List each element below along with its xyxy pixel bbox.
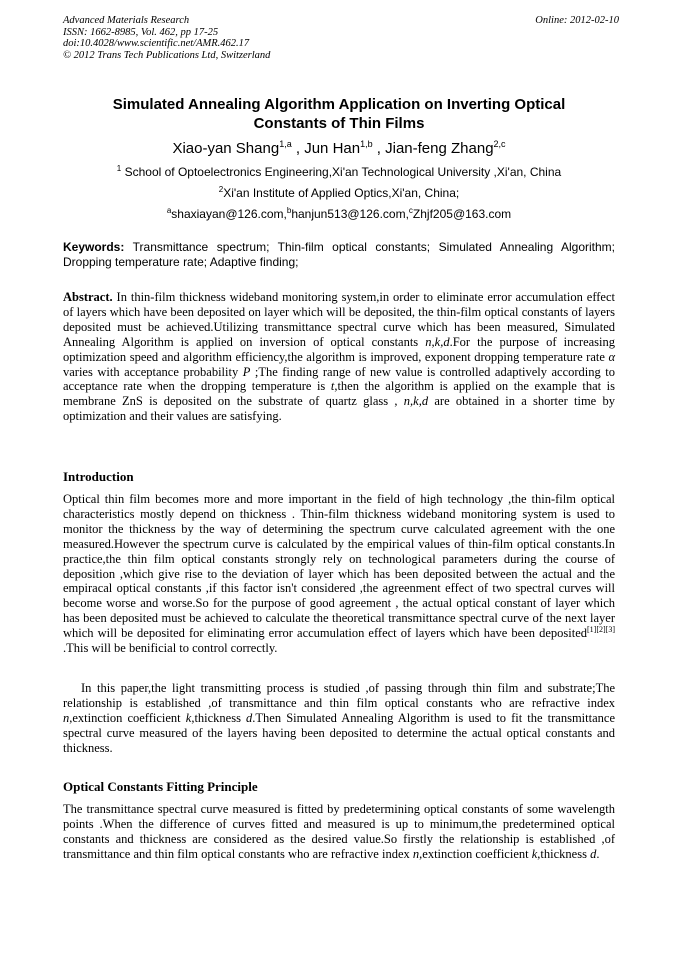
author-2-sup: 1,b xyxy=(360,139,373,149)
affiliation-2-sup: 2 xyxy=(218,185,224,194)
abstract-var: P xyxy=(242,364,251,379)
author-sep: , xyxy=(372,140,386,157)
intro-var: k xyxy=(185,710,192,725)
intro-text: .Then Simulated Annealing Algorithm is used to fit the transmittance spectral curve measured of the layers having been deposited to determine the actual optical constants and thickness. xyxy=(63,710,615,755)
journal-copyright: © 2012 Trans Tech Publications Ltd, Switzerland xyxy=(63,49,271,61)
email-c-sup: c xyxy=(408,206,413,215)
title-line-1: Simulated Annealing Algorithm Application on Inverting Optical xyxy=(112,96,566,113)
paper-title xyxy=(63,95,615,133)
journal-issn: ISSN: 1662-8985, Vol. 462, pp 17-25 xyxy=(63,26,219,38)
author-1-sup: 1,a xyxy=(279,139,292,149)
ocf-var: n xyxy=(412,846,420,861)
journal-doi: doi:10.4028/www.scientific.net/AMR.462.17 xyxy=(63,38,250,49)
author-list xyxy=(63,139,615,159)
intro-var: n xyxy=(63,710,70,725)
abstract-text: ,then the algorithm is applied on the example that is membrane ZnS is deposited on the substrate of quartz glass , xyxy=(63,379,616,409)
ocf-var: d xyxy=(590,846,597,861)
affiliation-1-sup: 1 xyxy=(116,164,122,173)
introduction-paragraph-1 xyxy=(63,492,615,656)
author-3-sup: 2,c xyxy=(493,139,506,149)
introduction-paragraph-2 xyxy=(63,681,615,756)
keywords xyxy=(63,240,615,270)
abstract-var: n,k,d xyxy=(403,394,429,409)
keywords-label: Keywords: xyxy=(63,240,125,254)
journal-header xyxy=(63,15,619,61)
abstract-text: .For the purpose of increasing optimization speed and algorithm efficiency,the algorithm is improved, exponent dropping temperature rate xyxy=(63,334,616,364)
author-sep: , xyxy=(291,140,305,157)
affiliation-2-text: Xi'an Institute of Applied Optics,Xi'an, China; xyxy=(223,186,460,200)
intro-text: In this paper,the light transmitting process is studied ,of passing through thin film and substrate;The relationship is established ,of transmittance and thin film optical constants who are refractive index xyxy=(63,681,615,710)
intro-text: ,extinction coefficient xyxy=(69,710,186,725)
abstract-label: Abstract. xyxy=(63,290,113,304)
email-a-sup: a xyxy=(166,206,172,215)
journal-name: Advanced Materials Research xyxy=(63,15,190,26)
email-c: Zhjf205@163.com xyxy=(412,207,512,221)
intro-text: ,thickness xyxy=(191,710,247,725)
affiliation-2 xyxy=(63,186,615,200)
ocf-var: k xyxy=(531,846,538,861)
abstract xyxy=(63,290,615,424)
intro-text: Optical thin film becomes more and more important in the field of high technology ,the thin-film optical characteristics mostly depend on thickness . Thin-film thickness wideband monitoring system is used to monitor the thickness by the way of determining the spectrum curve calculated agreement with the one measured.However the spectrum curve is calculated by the empirical values of thin-film optical constants.In practice,the thin film optical constants strongly rely on technological parameters during the course of deposition ,which give rise to the deviation of layer which has been deposited between the actual and the empiracal optical constants ,if this factor isn't considered ,the agreenment effect of two spectral curves will become worse and worse.So for the purpose of good agreement , the actual optical constant of layer which has been deposited must be achieved to calculate the theoretical transmittance spectral curve of the next layer which will be deposited for eliminating error accumulation effect of layers which have been deposited xyxy=(63,492,615,641)
citation-refs: [1][2][3] xyxy=(587,625,615,635)
author-1: Xiao-yan Shang xyxy=(172,140,280,157)
author-emails xyxy=(63,207,615,221)
abstract-text: varies with acceptance probability xyxy=(63,364,243,379)
ocf-text: . xyxy=(596,846,600,861)
section-heading-optical-constants: Optical Constants Fitting Principle xyxy=(63,779,258,794)
email-b-sup: b xyxy=(286,206,292,215)
title-line-2: Constants of Thin Films xyxy=(253,115,425,132)
abstract-var: n,k,d xyxy=(425,334,450,349)
abstract-var: t xyxy=(330,379,335,394)
abstract-text: In thin-film thickness wideband monitoring system,in order to eliminate error accumulation effect of layers which have been deposited on layer which will be deposited, the thin-film optical constants of layers deposited must be achieved.Utilizing transmittance spectral curve which has been measured, Simulated Annealing Algorithm is applied on inversion of optical constants xyxy=(63,290,615,349)
ocf-text: ,extinction coefficient xyxy=(419,846,532,861)
email-b: hanjun513@126.com, xyxy=(291,207,409,221)
author-3: Jian-feng Zhang xyxy=(385,140,494,157)
abstract-text: are obtained in a shorter time by optimization and their values are satisfying. xyxy=(63,394,616,424)
abstract-var: α xyxy=(608,349,615,364)
ocf-text: ,thickness xyxy=(537,846,591,861)
section-heading-introduction: Introduction xyxy=(63,469,134,484)
intro-var: d xyxy=(246,710,253,725)
optical-constants-paragraph-1 xyxy=(63,802,615,862)
intro-text: .This will be benificial to control correctly. xyxy=(63,641,278,656)
abstract-text: ;The finding range of new value is controlled adaptively according to acceptance rate when the dropping temperature is xyxy=(63,364,615,394)
email-a: shaxiayan@126.com, xyxy=(171,207,287,221)
affiliation-1 xyxy=(63,165,615,179)
ocf-text: The transmittance spectral curve measured is fitted by predetermining optical constants of some wavelength points .When the difference of curves fitted and measured is up to minimum,the predetermined optical constants and thickness are considered as the desired value.So firstly the relationship is established ,of transmittance and thin film optical constants who are refractive index xyxy=(63,802,615,861)
affiliation-1-text: School of Optoelectronics Engineering,Xi'an Technological University ,Xi'an, China xyxy=(124,165,562,179)
author-2: Jun Han xyxy=(304,140,361,157)
online-date: Online: 2012-02-10 xyxy=(535,15,619,26)
keywords-text: Transmittance spectrum; Thin-film optical constants; Simulated Annealing Algorithm; Dropping temperature rate; Adaptive finding; xyxy=(63,240,615,269)
